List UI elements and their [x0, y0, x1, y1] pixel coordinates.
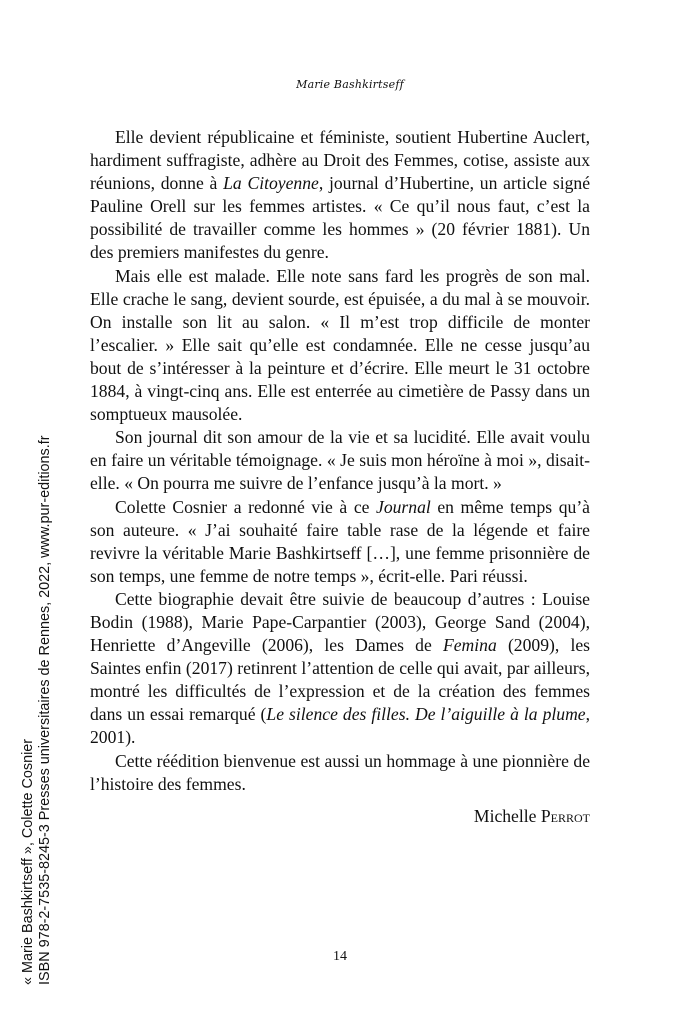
side-credit-line-1: « Marie Bashkirtseff », Colette Cosnier: [20, 738, 36, 985]
text-run: Mais elle est malade. Elle note sans fard les progrès de son mal. Elle crache le sang, devient sourde, est épuisée, a du mal à se mouvoir. On installe son lit au salon. « Il m’est trop difficile de monter l’escalier. » Elle sait qu’elle est condamnée. Elle ne cesse jusqu’au bout de s’intéresser à la peinture et d’écrire. Elle meurt le 31 octobre 1884, à vingt-cinq ans. Elle est enterrée au cimetière de Passy dans un somptueux mausolée.: [90, 265, 590, 425]
paragraph: [90, 265, 590, 427]
side-credit-line-2: ISBN 978-2-7535-8245-3 Presses universitaires de Rennes, 2022, www.pur-editions.fr: [36, 435, 53, 985]
text-run: (2009), les Saintes enfin (2017) retinrent l’attention de celle qui avait, par ailleurs, montré les difficultés de l’expression et de la création des femmes dans un essai remarqué (: [90, 635, 590, 725]
text-run: , journal d’Hubertine, un article signé Pauline Orell sur les femmes artistes. « Ce qu’il nous faut, c’est la possibilité de travailler comme les hommes » (20 février 1881). Un des premiers manifestes du genre.: [90, 173, 590, 263]
text-run: Elle devient républicaine et féministe, soutient Hubertine Auclert, hardiment suffragiste, adhère au Droit des Femmes, cotise, assiste aux réunions, donne à: [90, 127, 590, 194]
text-run: , 2001).: [90, 704, 590, 748]
text-run: Cette réédition bienvenue est aussi un hommage à une pionnière de l’histoire des femmes.: [90, 750, 590, 794]
italic-title: Femina: [443, 635, 497, 656]
preface-text: [90, 126, 590, 828]
running-head: Marie Bashkirtseff: [296, 78, 404, 91]
italic-title: Le silence des filles. De l’aiguille à la plume: [266, 704, 586, 725]
signature-last-name: Perrot: [540, 805, 590, 826]
paragraph: [90, 750, 590, 796]
text-run: Son journal dit son amour de la vie et sa lucidité. Elle avait voulu en faire un véritable témoignage. « Je suis mon héroïne à moi », disait-elle. « On pourra me suivre de l’enfance jusqu’à la mort. »: [90, 427, 590, 494]
paragraph: [90, 496, 590, 588]
text-run: en même temps qu’à son auteure. « J’ai souhaité faire table rase de la légende et faire revivre la véritable Marie Bashkirtseff […], une femme prisonnière de son temps, une femme de notre temps », écrit-elle. Pari réussi.: [90, 496, 590, 586]
signature-first-name: Michelle: [473, 805, 537, 826]
text-run: Cette biographie devait être suivie de beaucoup d’autres : Louise Bodin (1988), Marie Pape-Carpantier (2003), George Sand (2004), Henriette d’Angeville (2006), les Dames de: [90, 588, 590, 656]
side-credit: [20, 435, 53, 985]
paragraph: [90, 126, 590, 265]
text-run: Colette Cosnier a redonné vie à ce: [115, 496, 377, 517]
italic-title: Journal: [376, 496, 431, 517]
paragraph: [90, 426, 590, 495]
signature: [90, 805, 590, 828]
paragraph: [90, 588, 590, 750]
italic-title: La Citoyenne: [223, 173, 319, 194]
page-number: 14: [333, 949, 347, 964]
